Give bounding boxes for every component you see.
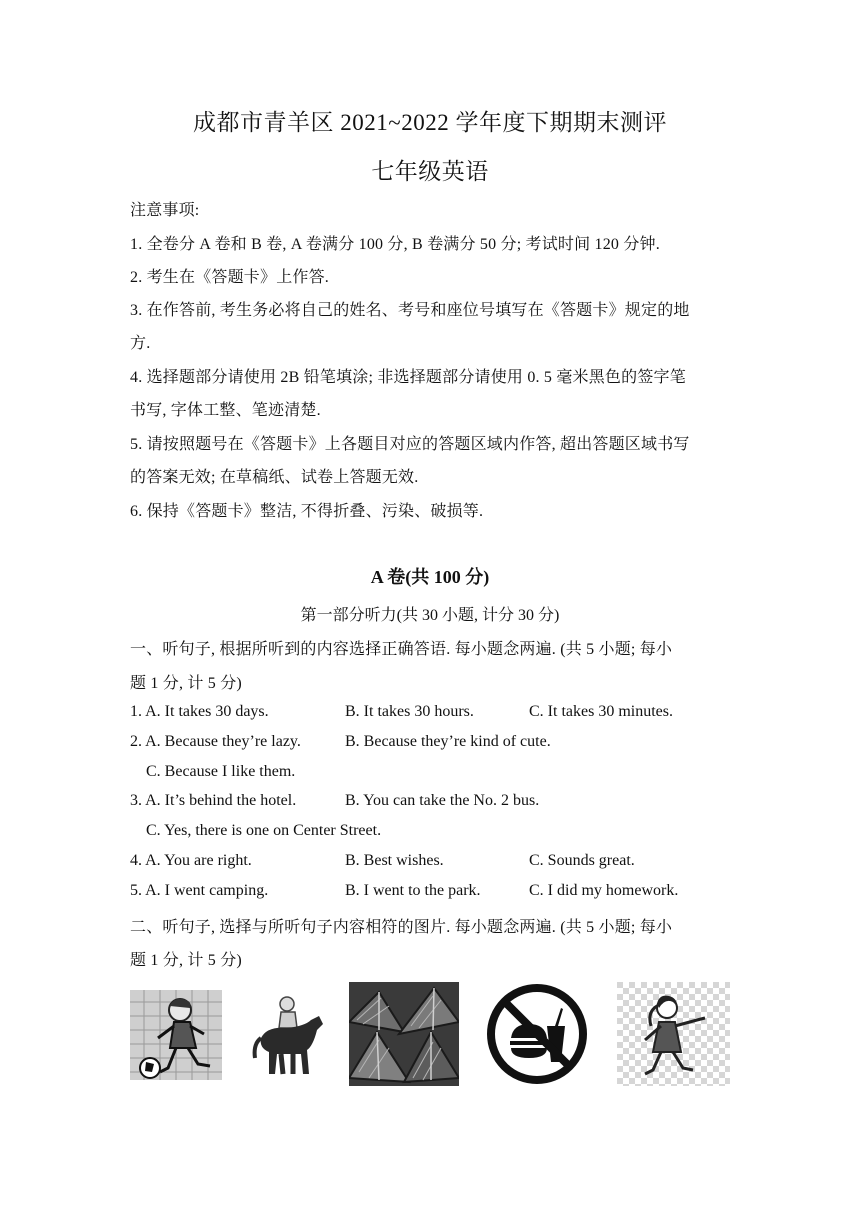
notes-line: 4. 选择题部分请使用 2B 铅笔填涂; 非选择题部分请使用 0. 5 毫米黑色的签字笔 bbox=[130, 369, 686, 386]
person-riding-horse-icon bbox=[247, 982, 329, 1086]
question-2-option-c: C. Because I like them. bbox=[146, 763, 296, 780]
girl-running-icon bbox=[617, 982, 730, 1086]
zongzi-rice-dumplings-icon bbox=[349, 982, 459, 1086]
question-3-option-b: B. You can take the No. 2 bus. bbox=[345, 792, 540, 809]
q1-instruction: 一、听句子, 根据所听到的内容选择正确答语. 每小题念两遍. (共 5 小题; 每小 bbox=[130, 641, 673, 658]
notes-line: 3. 在作答前, 考生务必将自己的姓名、考号和座位号填写在《答题卡》规定的地 bbox=[130, 302, 690, 319]
q2-instruction: 题 1 分, 计 5 分) bbox=[130, 952, 242, 969]
notes-line: 书写, 字体工整、笔迹清楚. bbox=[130, 402, 321, 419]
question-1-option-a: 1. A. It takes 30 days. bbox=[130, 703, 269, 720]
exam-title: 成都市青羊区 2021~2022 学年度下期期末测评 bbox=[193, 110, 667, 135]
question-3-option-a: 3. A. It’s behind the hotel. bbox=[130, 792, 297, 809]
notes-heading: 注意事项: bbox=[130, 202, 200, 219]
notes-line: 2. 考生在《答题卡》上作答. bbox=[130, 269, 330, 286]
question-5-option-a: 5. A. I went camping. bbox=[130, 882, 269, 899]
no-fast-food-sign-icon bbox=[485, 982, 589, 1086]
notes-line: 方. bbox=[130, 335, 151, 352]
q1-instruction: 题 1 分, 计 5 分) bbox=[130, 675, 242, 692]
question-4-option-c: C. Sounds great. bbox=[529, 852, 635, 869]
notes-line: 6. 保持《答题卡》整洁, 不得折叠、污染、破损等. bbox=[130, 503, 484, 520]
exam-subtitle: 七年级英语 bbox=[371, 159, 489, 184]
q2-instruction: 二、听句子, 选择与所听句子内容相符的图片. 每小题念两遍. (共 5 小题; 每小 bbox=[130, 919, 673, 936]
question-3-option-c: C. Yes, there is one on Center Street. bbox=[146, 822, 382, 839]
question-5-option-b: B. I went to the park. bbox=[345, 882, 481, 899]
question-4-option-b: B. Best wishes. bbox=[345, 852, 444, 869]
question-1-option-c: C. It takes 30 minutes. bbox=[529, 703, 673, 720]
question-4-option-a: 4. A. You are right. bbox=[130, 852, 252, 869]
question-5-option-c: C. I did my homework. bbox=[529, 882, 679, 899]
part1-heading: 第一部分听力(共 30 小题, 计分 30 分) bbox=[300, 607, 560, 624]
notes-line: 5. 请按照题号在《答题卡》上各题目对应的答题区域内作答, 超出答题区域书写 bbox=[130, 436, 690, 453]
section-a-heading: A 卷(共 100 分) bbox=[370, 567, 490, 587]
notes-line: 1. 全卷分 A 卷和 B 卷, A 卷满分 100 分, B 卷满分 50 分; 考试时间 120 分钟. bbox=[130, 236, 660, 253]
boy-playing-soccer-icon bbox=[130, 982, 222, 1086]
question-2-option-a: 2. A. Because they’re lazy. bbox=[130, 733, 301, 750]
question-1-option-b: B. It takes 30 hours. bbox=[345, 703, 474, 720]
question-2-option-b: B. Because they’re kind of cute. bbox=[345, 733, 551, 750]
notes-line: 的答案无效; 在草稿纸、试卷上答题无效. bbox=[130, 469, 419, 486]
